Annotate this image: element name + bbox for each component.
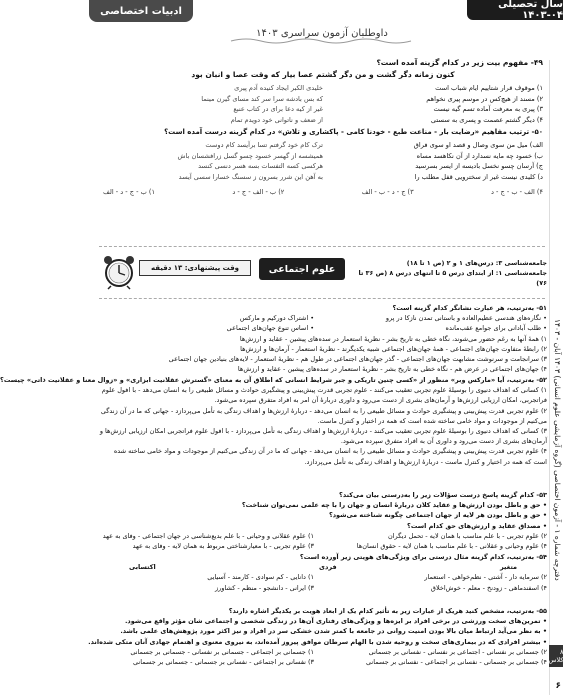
- q50-couplet: همیشسه از گهسر خسود چسو گسل زرافشسان باش: [177, 151, 323, 160]
- q49-left-line: خلیدی الکبر ایجاد کنیده آدم پیری: [234, 84, 323, 92]
- q49-option[interactable]: ۳) پیری به معرفت آماده تسم گیه نیست: [433, 105, 543, 113]
- q50-option[interactable]: ۳) ج - د - ب - الف: [361, 188, 414, 196]
- q51-option[interactable]: ۴) جهان‌های اجتماعی در عرض هم - نگاه خطی به تاریخ بشر - نظریهٔ استعمار در سده‌های پیشین - عقاید و ارزش‌ها: [237, 365, 547, 374]
- q50-couplet: الف) میل من سوی وصال و قصد او سوی فراق: [413, 141, 543, 149]
- q52-option[interactable]: ۴) علوم تجربی قدرت پیش‌بینی و پیشگیری حوادث و مسائل طبیعی را به انسان می‌دهد - جهانی که ما در آن زندگی می‌کنیم از موجودات و مواد خامی ساخته شده است که همه در اختیار و کنترل ماست - دربارهٔ ارزش‌ها و اهداف زندگی به تأمل می‌پردازد.: [113, 447, 547, 466]
- page-number: ۶: [555, 681, 561, 691]
- q50-couplet: به آهن این شرر بسرون ز سسنگ خسارا سسی آیسد: [178, 172, 323, 181]
- q49-left-line: از ضعف و ناتوانی خود دویدم تمام: [230, 115, 323, 124]
- q54-header: اکتسابی: [129, 563, 156, 572]
- q53-option[interactable]: ۱) علوم عقلانی و وحیانی - با علم بدیع‌شناسی در جهان اجتماعی - وفای به عهد: [102, 531, 315, 540]
- q50-title: ۵۰- ترتیب مفاهیم «رضایت بار - مناعت طبع - خودنا کامی - پاکشاری و تلاش» در کدام گزینه درست آمده است؟: [164, 128, 543, 136]
- source-line: جامعه‌شناسی ۳: درس‌های ۱ و ۲ (ص ۱ تا ۱۸): [406, 259, 547, 267]
- q54-options-row: [99, 572, 547, 582]
- q49-left-line: غیر از کیه دعا برای در کتاب عنبع: [233, 105, 323, 113]
- q55-option[interactable]: ۲) جسمانی بر نفسانی - اجتماعی بر نفسانی - نفسانی بر جسمانی: [368, 647, 547, 656]
- q55-option[interactable]: ۴) جسمانی بر جسمانی - نفسانی بر اجتماعی - نفسانی بر جسمانی: [365, 658, 547, 667]
- q53-question: • مصداق عقاید و ارزش‌های حق کدام است؟: [407, 521, 547, 530]
- q51-option[interactable]: ۲) رابطهٔ متفاوت جهان‌های اجتماعی - همهٔ جهان‌های اجتماعی شبیه یکدیگرند - نظریهٔ استعمار - آرمان‌ها و ارزش‌ها: [240, 344, 547, 353]
- q52-option[interactable]: ۱) کسانی که اهداف دنیوی را بوسیلهٔ علوم تجربی تعقیب می‌کنند - علوم تجربی قدرت پیش‌بینی و پیشگیری حوادث و مسائل طبیعی را به انسان می‌دهد - با افول علوم فراتجربی، امکان ارزیابی ارزش‌ها و آرمان‌های بشری از دست می‌رود و داوری دربارهٔ آن امر به افراد متفرق سپرده می‌شود.: [101, 386, 547, 405]
- year-tab: سال تحصیلی ۰۴-۱۴۰۳: [467, 0, 563, 20]
- q51-statements-row: [99, 313, 547, 323]
- q50-option[interactable]: ۴) الف - ب - ج - د: [491, 188, 543, 196]
- q53-option[interactable]: ۴) علوم وحیانی و عقلانی - با علم مناسب با همان لایه - حقوق انسان‌ها: [356, 542, 547, 551]
- q51-option[interactable]: ۳) سرانجامت و سرنوشت مشابهت جهان‌های اجتماعی - گذر جهان‌های اجتماعی در طول هم - نظریهٔ استعمار - لایه‌های بنیادین جهان اجتماعی: [168, 355, 547, 364]
- q55-option[interactable]: ۳) نفسانی بر اجتماعی - نفسانی بر جسمانی - جسمانی بر جسمانی: [133, 658, 315, 667]
- suggested-time: وقت پیشنهادی: ۱۳ دقیقه: [139, 260, 251, 276]
- source-line: جامعه‌شناسی ۱: از ابتدای درس ۵ تا انتهای درس ۸ (ص ۳۶ تا ۷۶): [358, 269, 547, 287]
- q55-block: [88, 606, 547, 667]
- q52-option[interactable]: ۲) علوم تجربی قدرت پیش‌بینی و پیشگیری حوادث و مسائل طبیعی را به انسان می‌دهد - دربارهٔ ارزش‌ها و اهداف زندگی به تأمل می‌پردازد - جهانی که ما در آن زندگی می‌کنیم از موجودات و مواد خامی ساخته شده است که همه در اختیار و کنترل ماست.: [100, 406, 547, 425]
- q50-option[interactable]: ۲) ب - الف - ج - د: [232, 188, 285, 196]
- q54-headers: [99, 562, 547, 572]
- q49-option[interactable]: ۲) مسند از هیچ‌کس در موسم پیری نخواهم: [426, 94, 543, 103]
- q54-header: متغیر: [499, 563, 517, 572]
- q53-option[interactable]: ۳) علوم تجربی - با معیار‌شناختی مربوط به همان لایه - وفای به عهد: [132, 542, 315, 551]
- q54-title: ۵۴- به‌ترتیب، کدام گزینه مثال درستی برای ویژگی‌های هویتی زیر آورده است؟: [299, 553, 547, 561]
- q50-couplet: ترک کام خود گرفتم تسا برآیسد کام دوست: [205, 141, 323, 149]
- q50-options-row: [103, 188, 543, 196]
- q49-right-column: [113, 83, 323, 125]
- q54-options-row: [99, 583, 547, 593]
- q53-block: [99, 490, 547, 551]
- exam-title: داوطلبان آزمون سراسری ۱۴۰۳: [256, 28, 388, 39]
- class-badge: ۸ کلاس: [549, 645, 563, 667]
- q50-couplet: ب) خسود چه مایه نسدارد از آن نکاهسد مساه: [416, 151, 543, 160]
- top-bar: [81, 0, 563, 26]
- q49-title: ۴۹- مفهوم بیت زیر در کدام گزینه آمده است؟: [376, 58, 543, 67]
- section-header: [99, 254, 547, 298]
- side-strip: [549, 60, 563, 695]
- q55-options-row: [99, 647, 547, 657]
- q50-couplets-right: [328, 140, 543, 182]
- q53-options-row: [99, 531, 547, 541]
- q52-block: [0, 375, 547, 467]
- q53-title: ۵۳- کدام گزینه پاسخ درست سؤالات زیر را به‌درستی بیان می‌کند؟: [339, 491, 547, 499]
- q50-couplets-left: [113, 140, 323, 182]
- q55-option[interactable]: ۱) جسمانی بر اجتماعی - جسمانی بر نفسانی - جسمانی بر جسمانی: [130, 647, 315, 656]
- q51-title: ۵۱- به‌ترتیب، هر عبارت نشانگر کدام گزینه است؟: [392, 304, 547, 312]
- q53-options-row: [99, 541, 547, 551]
- q54-option[interactable]: ۲) سرمایه دار - آشتی - نظم‌خواهی - استعمار: [424, 573, 547, 582]
- alarm-clock-icon: [101, 254, 137, 290]
- q49-left-line: که بس بادشه سرا سر کند مسای گیرن مینما: [201, 94, 323, 103]
- q51-statement: • اساس تنوع جهان‌های اجتماعی: [226, 324, 315, 333]
- q55-statement: • بیشتر افرادی که در بیماری‌های سخت و روحیه شدن با الهام سرطان موافق پیروز آمده‌اند، به نیروی معنوی و اهتمام جهادی آنان متکی شده‌اند.: [88, 637, 547, 646]
- q54-option[interactable]: ۳) ایرانی - دانشجو - منظم - کشاورز: [215, 583, 315, 592]
- q51-statements-row: [99, 323, 547, 333]
- q49-option[interactable]: ۱) موقوف قرار شتاییم ایام شباب است: [435, 84, 543, 92]
- subject-tab: ادبیات اختصاصی: [89, 0, 193, 22]
- q49-stem: کنون زمانه دگر گشت و من دگر گشتم عصا بیار که وقت عصا و انبان بود: [191, 70, 455, 79]
- q52-option[interactable]: ۳) کسانی که اهداف دنیوی را بوسیلهٔ علوم تجربی تعقیب می‌کنند - دربارهٔ ارزش‌ها و اهداف زندگی به تأمل می‌پردازد - با افول علوم فراتجربی امکان ارزیابی ارزش‌ها و آرمان‌های بشری از دست می‌رود و داوری آن به افراد متفرق سپرده می‌شود.: [99, 427, 547, 446]
- section-title: علوم اجتماعی: [259, 258, 345, 280]
- q53-option[interactable]: ۲) علوم تجربی - با علم مناسب با همان لایه - تحمل دیگران: [387, 531, 547, 540]
- q55-options-row: [99, 657, 547, 667]
- q50-option[interactable]: ۱) ب - ج - د - الف: [103, 188, 156, 196]
- q53-question: • حق و باطل بودن ارزش‌ها و عقاید کلان دربارهٔ انسان و جهان را با چه علمی نمی‌توان شناخت؟: [241, 501, 547, 510]
- q52-title: ۵۲- به‌ترتیب، آیا «مارکس وبر» منظور از «کسی چنین تاریکی و جبر شرایط انسانی که اطلاق آن به معنای «گسترش عقلانیت ابزاری» و «زوال معنا و عقلانیت ذاتی» چیست؟: [0, 376, 547, 384]
- q49-options: [328, 83, 543, 125]
- q51-statement: • نگاره‌های هندسی عظیم‌العاده و باستانی تمدن نازکا در پرو: [385, 314, 547, 323]
- q55-title: ۵۵- به‌ترتیب، مشخص کنید هریک از عبارات زیر به تأثیر کدام یک از ابعاد هویت بر یکدیگر اشاره دارند؟: [228, 607, 547, 615]
- section-source: [351, 258, 547, 288]
- q51-statement: • طلب آبادانی برای جوامع عقب‌مانده: [445, 324, 547, 333]
- section-divider: [99, 246, 545, 247]
- q50-couplet: د) کلیدی نیست غیر از سخترویی قفل مطلب را: [414, 172, 543, 181]
- q51-block: [99, 303, 547, 374]
- q54-block: [99, 552, 547, 593]
- section-divider: [99, 298, 545, 299]
- q54-header: فردی: [319, 563, 337, 572]
- side-text: دفترچه شماره ۱ - آزمون اختصاصی (گروه آزمایشی علوم انسانی) ۱۴۰۳ آبان - ۱۴۰۳: [553, 319, 562, 581]
- q53-question: • حق و باطل بودن هر لایه از جهان اجتماعی چگونه شناخته می‌شود؟: [328, 511, 547, 520]
- q50-couplet: هرکسی کسه التفسات بسه هسر دنسی کنسد: [198, 162, 323, 170]
- q54-option[interactable]: ۱) دانایی - کم سوادی - کارمند - آسیایی: [207, 573, 315, 582]
- q49-option[interactable]: ۴) دیگر گشتم عصمت و پسری به سستی: [430, 115, 543, 124]
- q51-option[interactable]: ۱) همهٔ آنها به رغم حضور می‌شوند، نگاه خطی به تاریخ بشر - نظریهٔ استعمار در سده‌های پیشین - عقاید و ارزش‌ها: [239, 334, 547, 343]
- q55-statement: • به نظر می‌آید ارتباط میان بالا بودن امنیت روانی در جامعه با کمتر شدن خشکی سر در افراد و نیز اکثر مورد پژوهش‌های علمی باشد.: [120, 627, 547, 636]
- q51-statement: • اشتراک دورکیم و مارکس: [239, 314, 315, 323]
- q54-option[interactable]: ۴) اسفندماهی - زودنخ - معلم - خوش‌اخلاق: [430, 583, 547, 592]
- q55-statement: • تمرین‌های سخت ورزشی در برخی افراد بر ایزه‌ها و ویژگی‌های رفتاری آن‌ها در زندگی شخصی و اجتماعی شان مؤثر واقع می‌شود.: [124, 617, 547, 626]
- q50-couplet: ج) آرسان چسو نخسل بادیسه از ایسر بسرسید: [415, 162, 543, 170]
- title-wave-decoration: [231, 37, 411, 45]
